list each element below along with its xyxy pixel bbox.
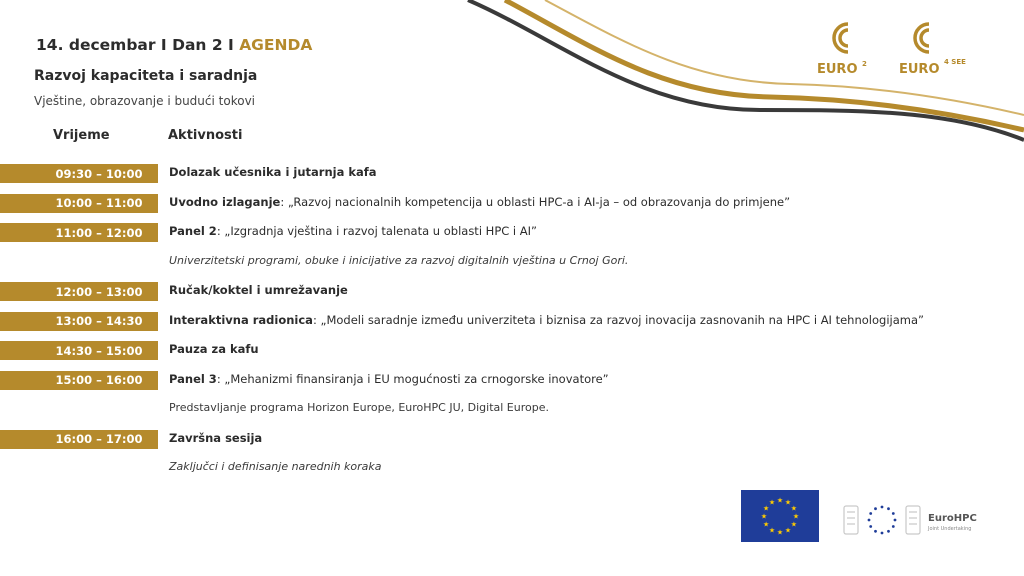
agenda-row [0, 223, 1024, 242]
subsubtitle: Vještine, obrazovanje i budući tokovi [34, 94, 255, 108]
agenda-row [0, 430, 1024, 449]
eurohpc-logo-text: EuroHPC [928, 513, 977, 524]
eu-star-icon: ★ [792, 512, 800, 521]
agenda-row [0, 371, 1024, 390]
euro2-logo-text: EURO [817, 62, 858, 77]
time-slot-badge: 16:00 – 17:00 [0, 430, 158, 449]
time-slot-badge: 10:00 – 11:00 [0, 194, 158, 213]
activity-text [169, 372, 609, 386]
day-label: Dan 2 [172, 36, 223, 54]
activity-text [169, 313, 924, 327]
time-slot-badge: 12:00 – 13:00 [0, 282, 158, 301]
eurohpc-star-icon [892, 512, 895, 515]
column-header-activity: Aktivnosti [168, 128, 243, 143]
activity-text [169, 165, 377, 179]
eurohpc-logo-subtext: Joint Undertaking [928, 526, 972, 532]
eu-star-icon: ★ [760, 512, 768, 521]
eurohpc-star-icon [894, 519, 897, 522]
eurohpc-star-icon [881, 532, 884, 535]
eu-star-icon: ★ [790, 504, 798, 513]
time-slot-badge: 09:30 – 10:00 [0, 164, 158, 183]
column-header-time: Vrijeme [53, 128, 110, 143]
time-slot-badge: 11:00 – 12:00 [0, 223, 158, 242]
eu-star-icon: ★ [776, 528, 784, 537]
activity-note: Zaključci i definisanje narednih koraka [169, 460, 382, 473]
activity-note: Predstavljanje programa Horizon Europe, EuroHPC JU, Digital Europe. [169, 401, 549, 414]
eurohpc-star-icon [869, 512, 872, 515]
eu-star-icon: ★ [776, 496, 784, 505]
activity-description: : „Razvoj nacionalnih kompetencija u oblasti HPC-a i AI-ja – od obrazovanja do primjene” [280, 194, 791, 209]
eu-star-icon: ★ [762, 520, 770, 529]
agenda-label: AGENDA [239, 36, 313, 54]
eurohpc-star-icon [887, 530, 890, 533]
agenda-row [0, 312, 1024, 331]
activity-text [169, 342, 259, 356]
eu-star-icon: ★ [768, 526, 776, 535]
time-slot-badge: 15:00 – 16:00 [0, 371, 158, 390]
eurohpc-star-icon [874, 507, 877, 510]
activity-title: Pauza za kafu [169, 342, 259, 356]
subtitle: Razvoj kapaciteta i saradnja [34, 68, 258, 84]
activity-title: Uvodno izlaganje [169, 194, 281, 209]
title-separator: I [222, 36, 240, 54]
euro4see-logo-sup: 4 SEE [944, 58, 966, 66]
eurohpc-star-icon [887, 507, 890, 510]
time-slot-badge: 13:00 – 14:30 [0, 312, 158, 331]
eurohpc-star-icon [881, 506, 884, 509]
activity-title: Završna sesija [169, 430, 263, 445]
eurohpc-star-icon [874, 530, 877, 533]
activity-text [169, 283, 348, 297]
eurohpc-star-icon [868, 519, 871, 522]
title-separator: I [155, 36, 173, 54]
activity-title: Ručak/koktel i umrežavanje [169, 283, 348, 297]
activity-note: Univerzitetski programi, obuke i inicijative za razvoj digitalnih vještina u Crnoj Gori. [169, 253, 629, 267]
agenda-row [0, 164, 1024, 183]
eu-star-icon: ★ [762, 504, 770, 513]
date-label: 14. decembar [36, 36, 156, 54]
agenda-row [0, 341, 1024, 360]
eurohpc-star-icon [869, 525, 872, 528]
activity-text [169, 431, 262, 445]
activity-text [169, 195, 790, 209]
time-slot-badge: 14:30 – 15:00 [0, 341, 158, 360]
agenda-row [0, 194, 1024, 213]
euro4see-logo-text: EURO [899, 62, 940, 77]
activity-description: : „Izgradnja vještina i razvoj talenata u oblasti HPC i AI” [216, 224, 538, 238]
eu-star-icon: ★ [784, 498, 792, 507]
agenda-row [0, 282, 1024, 301]
eurohpc-star-icon [892, 525, 895, 528]
activity-title: Interaktivna radionica [169, 312, 313, 327]
activity-description: : „Mehanizmi finansiranja i EU mogućnosti za crnogorske inovatore” [216, 371, 609, 386]
eu-star-icon: ★ [784, 526, 792, 535]
activity-description: : „Modeli saradnje između univerziteta i biznisa za razvoj inovacija zasnovanih na HPC i AI tehnologijama” [312, 312, 924, 327]
eu-star-icon: ★ [790, 520, 798, 529]
eu-star-icon: ★ [768, 498, 776, 507]
activity-title: Dolazak učesnika i jutarnja kafa [169, 165, 377, 179]
activity-title: Panel 3 [169, 371, 217, 386]
activity-text [169, 224, 537, 238]
euro2-logo-sup: 2 [862, 60, 867, 68]
page-title [36, 36, 312, 54]
eu-flag-icon [741, 490, 819, 542]
activity-title: Panel 2 [169, 224, 217, 238]
